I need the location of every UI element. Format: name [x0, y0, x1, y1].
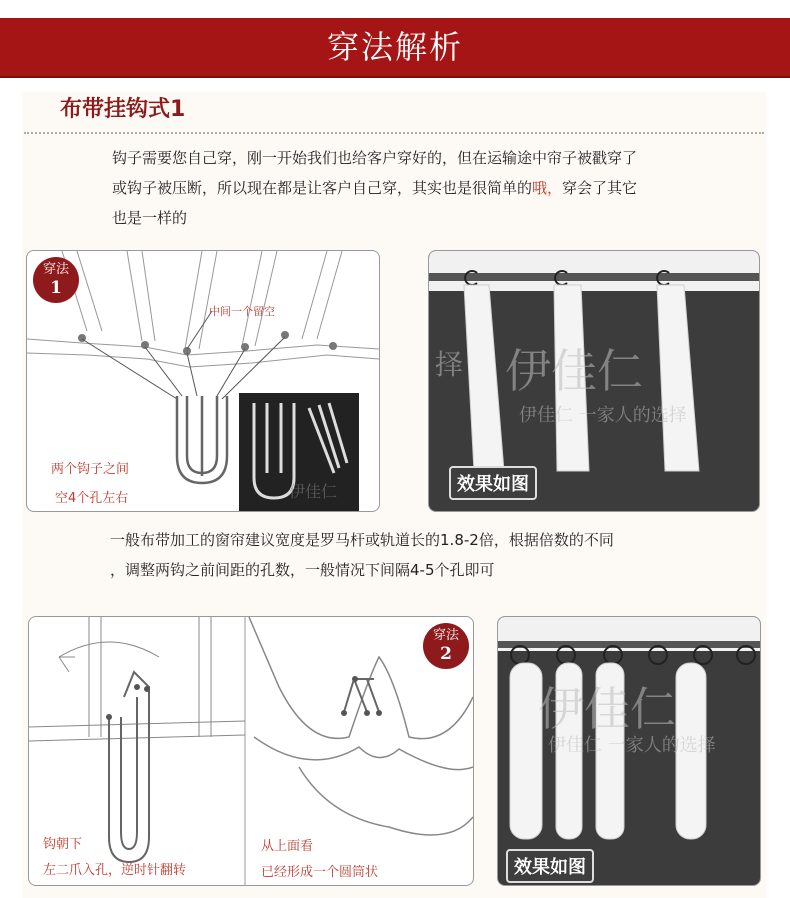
intro-line-1: 钩子需要您自己穿，刚一开始我们也给客户穿好的，但在运输途中帘子被戳穿了	[112, 149, 638, 167]
brand-watermark-2: 伊佳仁	[538, 682, 676, 736]
inset-watermark: 伊佳仁	[289, 482, 338, 501]
intro-line-3: 也是一样的	[112, 209, 188, 227]
brand-slogan-watermark-2: 伊佳仁 一家人的选择	[548, 735, 716, 756]
middle-gap-label: 中间一个留空	[209, 305, 275, 318]
advice-paragraph	[110, 525, 770, 585]
hook-gap-caption-2: 空4个孔左右	[55, 491, 129, 506]
intro-line-2: 或钩子被压断，所以现在都是让客户自己穿，其实也是很简单的哦，穿会了其它	[112, 179, 638, 197]
method1-diagram	[26, 250, 380, 512]
tube-shape-caption: 已经形成一个圆筒状	[261, 865, 379, 880]
method1-badge: 穿法 1	[33, 257, 79, 303]
advice-line-1: 一般布带加工的窗帘建议宽度是罗马杆或轨道长的1.8-2倍，根据倍数的不同	[110, 531, 614, 549]
result-label: 效果如图	[449, 466, 537, 500]
top-view-caption: 从上面看	[261, 839, 314, 854]
method1-result-photo	[428, 250, 760, 512]
method2-diagram	[28, 616, 474, 886]
section-divider	[24, 132, 764, 134]
brand-slogan-watermark: 伊佳仁 一家人的选择	[519, 405, 687, 426]
hook-down-caption: 钩朝下	[43, 837, 83, 852]
section-title: 布带挂钩式1	[60, 97, 186, 122]
method2-badge: 穿法 2	[423, 623, 469, 669]
method2-result-photo	[497, 616, 761, 886]
watermark-side: 择	[435, 348, 464, 381]
advice-line-2: ，调整两钩之前间距的孔数，一般情况下间隔4-5个孔即可	[110, 561, 495, 579]
result-label-2: 效果如图	[506, 849, 594, 883]
method2-art	[29, 617, 473, 885]
hook-photo	[239, 393, 359, 511]
intro-paragraph	[112, 143, 752, 233]
page-title: 穿法解析	[326, 28, 463, 66]
hook-gap-caption-1: 两个钩子之间	[51, 462, 130, 477]
brand-watermark: 伊佳仁	[505, 344, 643, 398]
header-bar	[0, 18, 790, 78]
insert-rotate-caption: 左二爪入孔，逆时针翻转	[43, 863, 187, 878]
